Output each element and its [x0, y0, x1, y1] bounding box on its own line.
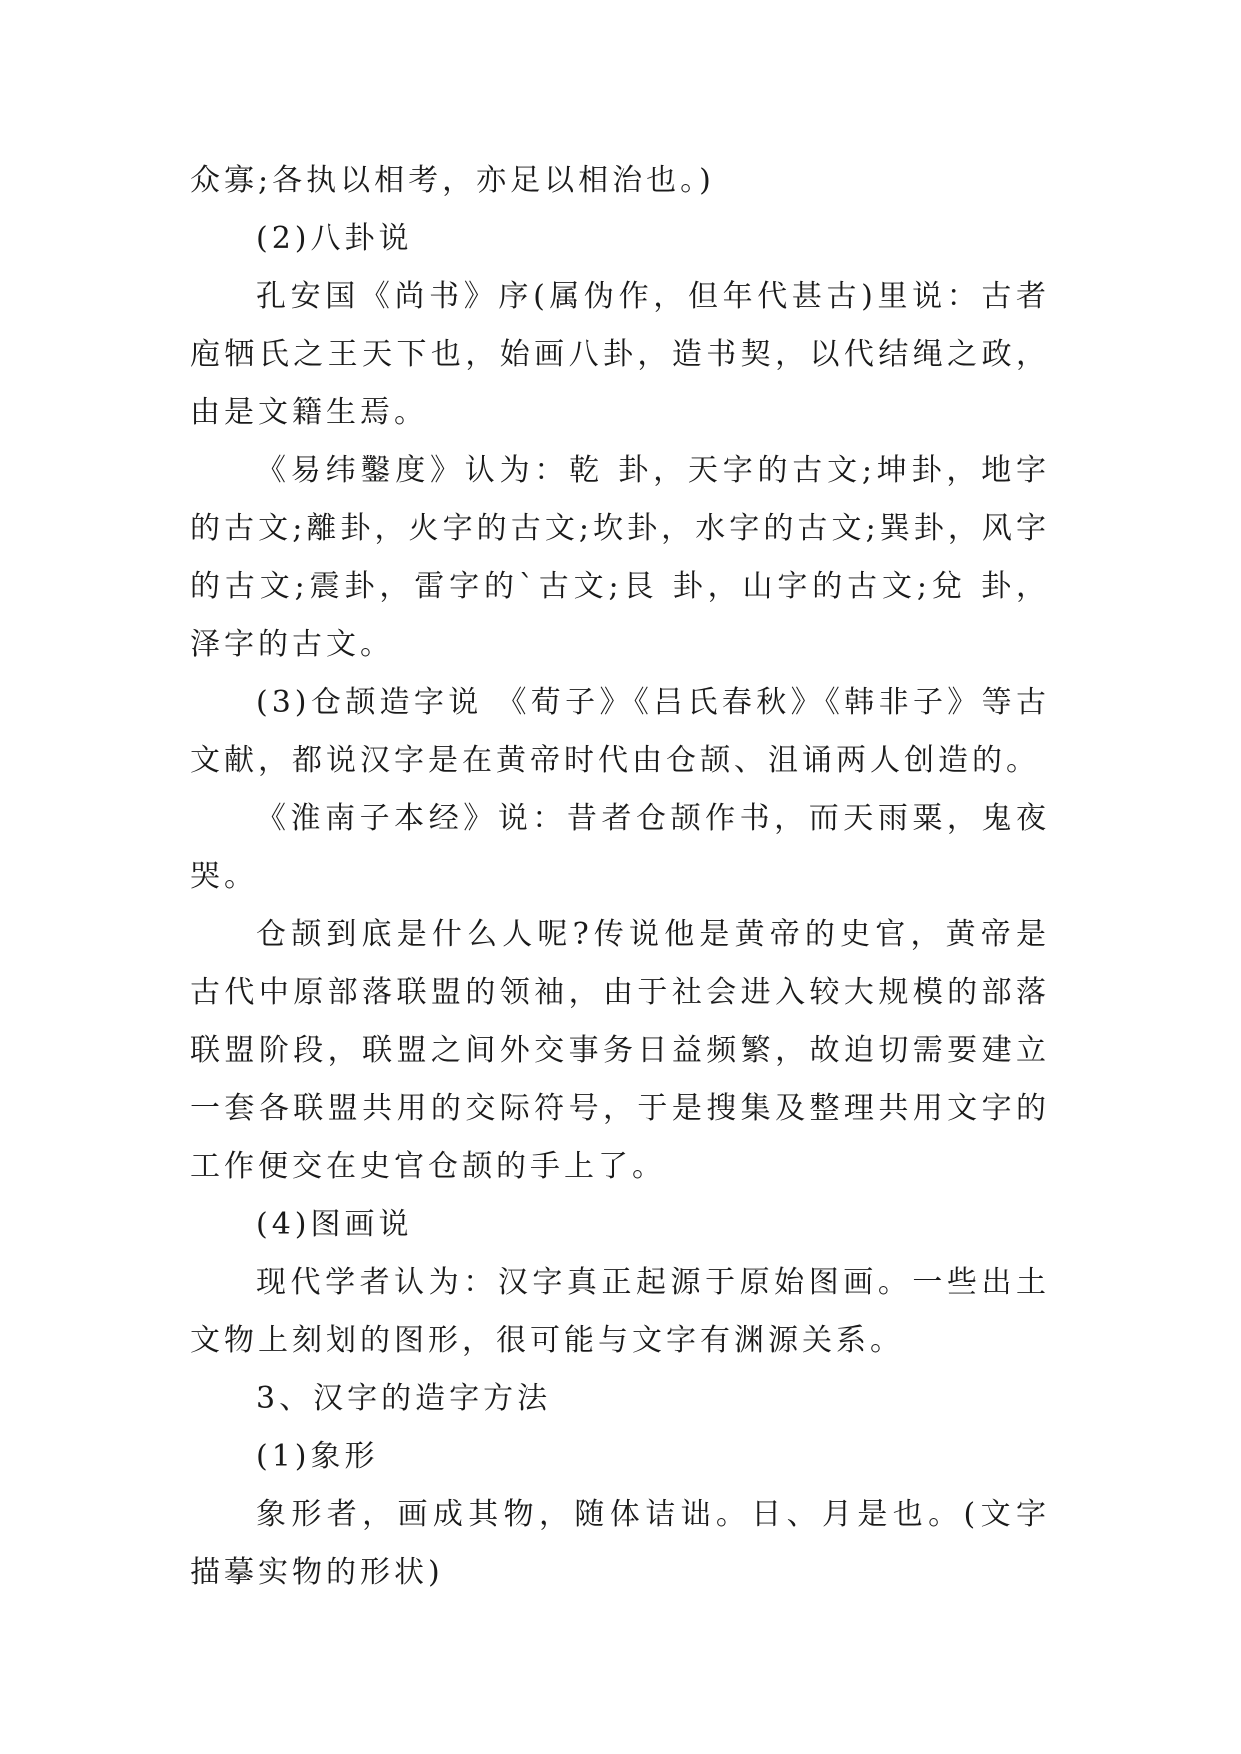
document-body [190, 152, 1050, 1602]
paragraph-who-is-cangjie: 仓颉到底是什么人呢?传说他是黄帝的史官，黄帝是古代中原部落联盟的领袖，由于社会进入较大规模的部落联盟阶段，联盟之间外交事务日益频繁，故迫切需要建立一套各联盟共用的交际符号，于是搜集及整理共用文字的工作便交在史官仓颉的手上了。 [190, 917, 1050, 1184]
paragraph-huainanzi: 《淮南子本经》说：昔者仓颉作书，而天雨粟，鬼夜哭。 [190, 801, 1050, 894]
heading-picture-theory: (4)图画说 [256, 1207, 413, 1242]
paragraph-pictograph-definition: 象形者，画成其物，随体诘诎。日、月是也。(文字描摹实物的形状) [190, 1497, 1050, 1590]
paragraph-shangshu-preface: 孔安国《尚书》序(属伪作，但年代甚古)里说：古者庖牺氏之王天下也，始画八卦，造书契，以代结绳之政，由是文籍生焉。 [190, 279, 1050, 430]
heading-bagua-theory: (2)八卦说 [256, 221, 413, 256]
paragraph-yiwei: 《易纬鑿度》认为：乾 卦，天字的古文;坤卦，地字的古文;離卦，火字的古文;坎卦，水字的古文;巽卦，风字的古文;震卦，雷字的`古文;艮 卦，山字的古文;兌 卦，泽字的古文。 [190, 453, 1050, 662]
heading-character-methods: 3、汉字的造字方法 [256, 1381, 552, 1416]
heading-pictograph: (1)象形 [256, 1439, 379, 1474]
paragraph-cangjie-theory: (3)仓颉造字说 《荀子》《吕氏春秋》《韩非子》等古文献，都说汉字是在黄帝时代由仓颉、沮诵两人创造的。 [190, 685, 1050, 778]
paragraph-modern-scholars: 现代学者认为：汉字真正起源于原始图画。一些出土文物上刻划的图形，很可能与文字有渊源关系。 [190, 1265, 1050, 1358]
paragraph-continuation: 众寡;各执以相考，亦足以相治也。) [190, 163, 715, 198]
